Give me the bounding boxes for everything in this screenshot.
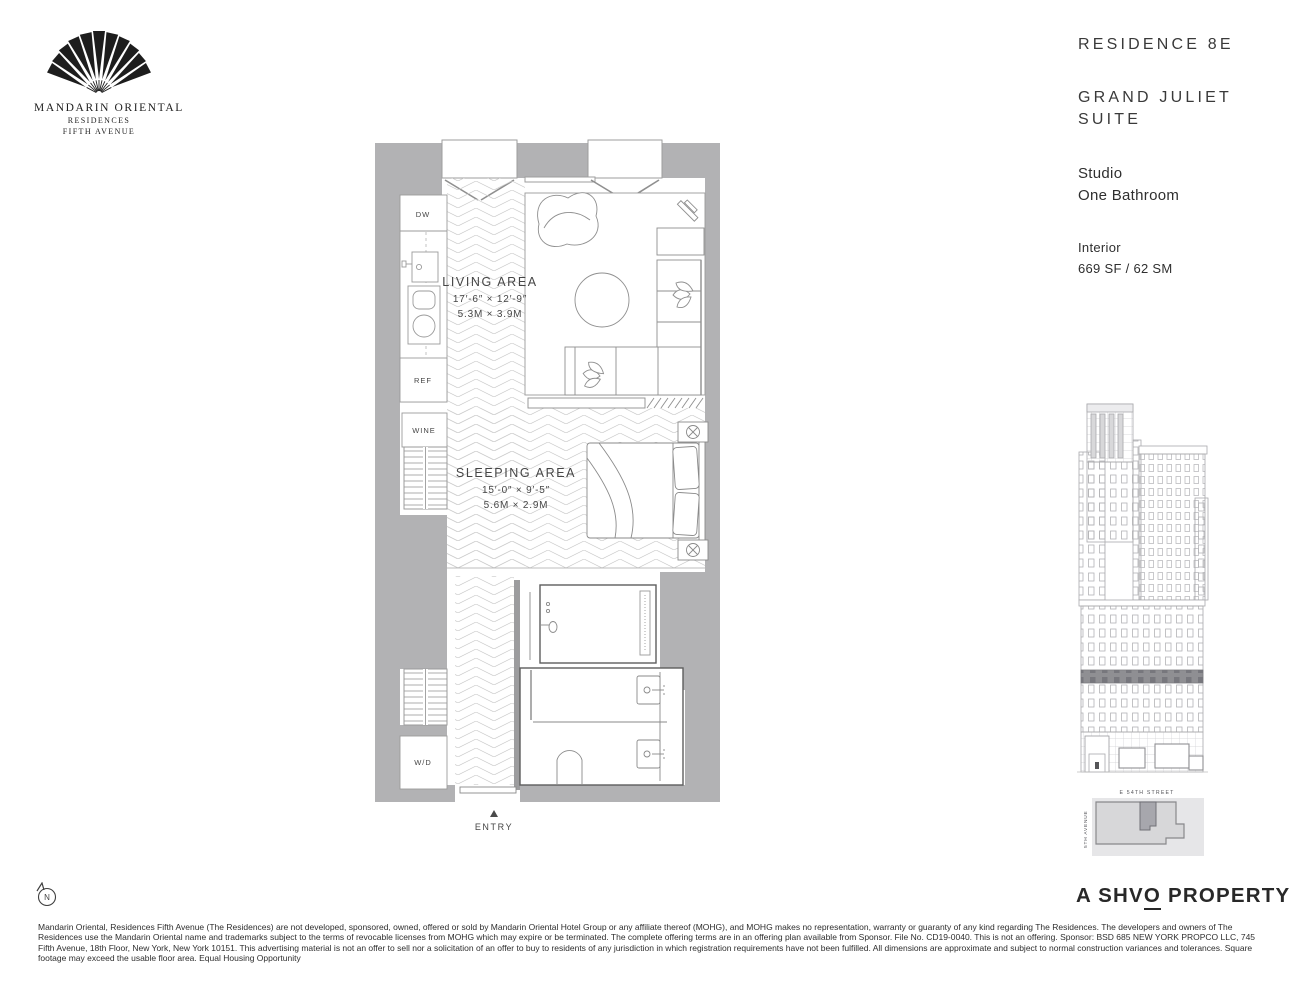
living-area-imperial: 17′-6″ × 12′-9″ — [452, 294, 528, 305]
living-room — [525, 193, 705, 408]
sleeping-area-imperial: 15′-0″ × 9′-5″ — [482, 485, 550, 496]
unit-meta — [1078, 237, 1264, 279]
shower-room — [530, 585, 656, 663]
entry-label: ENTRY — [474, 822, 514, 832]
suite-name: GRAND JULIET SUITE — [1078, 89, 1232, 128]
brand-name: MANDARIN ORIENTAL — [34, 102, 184, 114]
bathroom — [520, 668, 683, 785]
living-area-label: LIVING AREA — [442, 275, 538, 289]
shelves-upper — [404, 447, 447, 509]
side-table — [657, 228, 704, 255]
refrigerator-label: REF — [414, 376, 432, 385]
residence-title: RESIDENCE 8E — [1078, 36, 1234, 53]
legal-disclaimer: Mandarin Oriental, Residences Fifth Avenue (The Residences) are not developed, sponsored, owned, offered or sold by Mandarin Oriental Hotel Group or any affiliate thereof (MOHG), and MOHG makes no representation, warranty or guaranty of any kind regarding The Residences. The developers and owners of The Residences use the Mandarin Oriental name and trademarks subject to the terms of revocable licenses from MOHG which may expire or be terminated. The complete offering terms are in an offering plan available from Sponsor. File No. CD19-0040. This is not an offering. Sponsor: BSD 685 NEW YORK PROPCO LLC, 745 Fifth Avenue, 18th Floor, New York, New York 10151. This advertising material is not an offer to sell nor a solicitation of an offer to buy to residents of any jurisdiction in which registration requirements have not been fulfilled. All dimensions are approximate and subject to normal construction variances and tolerances. Square footage may exceed the usable floor area. Equal Housing Opportunity — [38, 922, 1256, 964]
unit-header — [1078, 36, 1264, 279]
location-map — [1078, 786, 1210, 866]
kitchen — [400, 195, 447, 789]
unit-layout: Studio One Bathroom — [1078, 165, 1180, 204]
wine-label: WINE — [412, 426, 436, 435]
exposure: Interior — [1078, 240, 1121, 255]
floor-plan — [368, 136, 728, 836]
sconce-icon — [678, 422, 708, 442]
bed-icon — [587, 439, 705, 542]
sink-icon — [637, 676, 664, 704]
mandarin-oriental-fan-icon — [38, 24, 160, 98]
media-console — [528, 398, 703, 408]
sink-icon — [637, 740, 664, 768]
building-elevation — [1075, 402, 1210, 774]
living-area-metric: 5.3M × 3.9M — [457, 309, 523, 320]
brand-avenue: FIFTH AVENUE — [62, 127, 136, 136]
entry-door — [460, 787, 516, 793]
shelves-lower — [404, 669, 447, 725]
unit-area: 669 SF / 62 SM — [1078, 261, 1173, 276]
underlined-o: O — [1144, 884, 1161, 910]
street-label: E 54TH STREET — [1119, 790, 1175, 796]
sleeping-area-metric: 5.6M × 2.9M — [483, 500, 549, 511]
sink-icon — [412, 252, 438, 282]
avenue-label: 5TH AVENUE — [1084, 810, 1089, 848]
unit-footprint-highlight — [1140, 802, 1156, 830]
north-compass-icon — [33, 882, 59, 908]
sleeping-area-label: SLEEPING AREA — [455, 466, 577, 480]
washer-dryer-label: W/D — [414, 758, 432, 767]
compass-north-label: N — [44, 893, 50, 902]
shvo-property-logo: A SHVO PROPERTY — [1076, 884, 1290, 908]
brand-residences: RESIDENCES — [67, 116, 131, 125]
dishwasher-label: DW — [415, 210, 431, 219]
cooktop-icon — [408, 286, 440, 344]
sconce-icon — [678, 540, 708, 560]
entry-arrow-icon — [490, 810, 498, 817]
brand-logo — [34, 24, 184, 136]
